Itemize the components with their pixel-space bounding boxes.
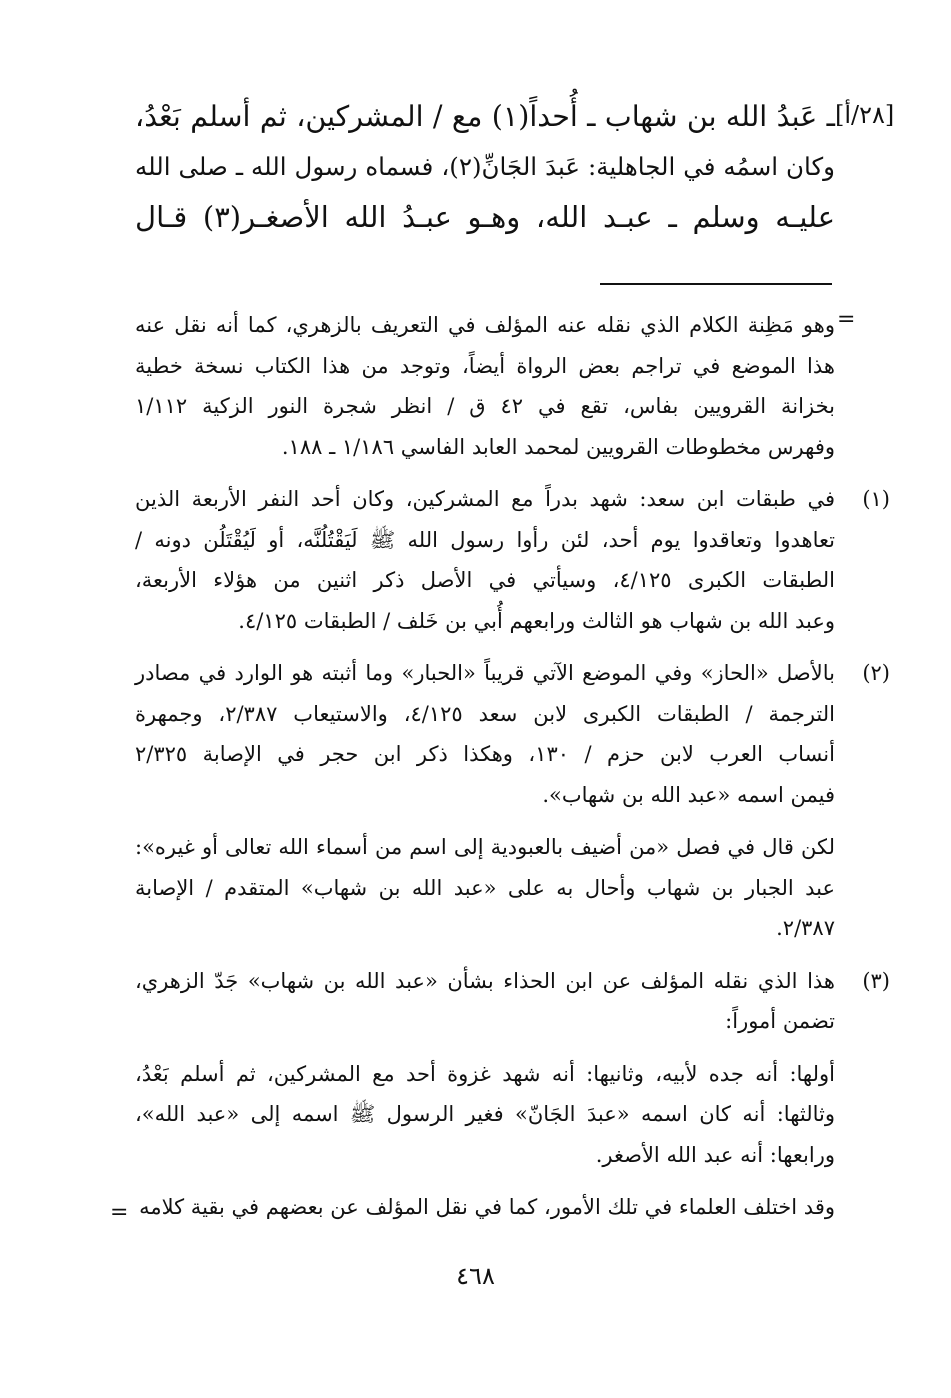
margin-folio-reference: [٢٨/أ] xyxy=(835,101,895,129)
footnote-line: ٢/٣٨٧. xyxy=(776,916,835,940)
footnote-line: هذا الذي نقله المؤلف عن ابن الحذاء بشأن «عبد الله بن شهاب» جَدّ الزهري، xyxy=(135,968,835,993)
footnote-continued xyxy=(135,305,835,467)
footnote-line: هذا الموضع في تراجم بعض الرواة أيضاً، وتوجد من هذا الكتاب نسخة خطية xyxy=(135,353,835,378)
footnote-line: بخزانة القرويين بفاس، تقع في ٤٢ ق / انظر شجرة النور الزكية ١/١١٢ xyxy=(135,394,835,418)
end-continuation-mark: = xyxy=(110,1200,129,1225)
footnote-line: وثالثها: أنه كان اسمه «عبدَ الجَانّ» فغير الرسول ﷺ اسمه إلى «عبد الله»، xyxy=(135,1102,835,1126)
footnote-line: الطبقات الكبرى ٤/١٢٥، وسيأتي في الأصل ذكر اثنين من هؤلاء الأربعة، xyxy=(135,568,835,592)
footnote-line: تعاهدوا وتعاقدوا يوم أحد، لئن رأوا رسول الله ﷺ لَيَقْتُلُنَّه، أو لَيُقْتَلُن دونه / xyxy=(135,527,836,552)
footnote-number: (١) xyxy=(862,487,890,511)
footnote-line: وعبد الله بن شهاب هو الثالث ورابعهم أُبي بن خَلف / الطبقات ٤/١٢٥. xyxy=(238,608,835,633)
footnote-line: وفهرس مخطوطات القرويين لمحمد العابد الفاسي ١/١٨٦ ـ ١٨٨. xyxy=(281,434,835,459)
footnote-line: فيمن اسمه «عبد الله بن شهاب». xyxy=(542,782,835,807)
footnote-line: بالأصل «الحاز» وفي الموضع الآتي قريباً «الحبار» وما أثبته هو الوارد في مصادر xyxy=(135,661,835,685)
footnote-3-continued xyxy=(135,1187,835,1228)
footnote-line: ورابعها: أنه عبد الله الأصغر. xyxy=(595,1142,835,1167)
footnote-number: (٢) xyxy=(862,661,890,685)
main-text-line: وكان اسمُه في الجاهلية: عَبدَ الجَانِّ(٢)، فسماه رسول الله ـ صلى الله xyxy=(135,152,835,181)
continuation-mark: = xyxy=(837,307,856,332)
footnote-line: وهو مَظِنة الكلام الذي نقله عنه المؤلف في التعريف بالزهري، كما أنه نقل عنه xyxy=(135,313,835,337)
footnote-line: عبد الجبار بن شهاب وأحال به على «عبد الله بن شهاب» المتقدم / الإصابة xyxy=(135,875,835,900)
footnote-line: أولها: أنه جده لأبيه، وثانيها: أنه شهد غزوة أحد مع المشركين، ثم أسلم بَعْدُ، xyxy=(135,1061,835,1086)
footnote-line: في طبقات ابن سعد: شهد بدراً مع المشركين، وكان أحد النفر الأربعة الذين xyxy=(135,487,835,511)
main-text-line: عليـه وسلم ـ عبـد الله، وهـو عبـدُ الله الأصغـر(٣) قـال xyxy=(135,200,835,234)
footnote-3 xyxy=(135,961,890,1042)
footnote-line: أنساب العرب لابن حزم / ١٣٠، وهكذا ذكر ابن حجر في الإصابة ٢/٣٢٥ xyxy=(135,742,835,766)
footnotes xyxy=(135,305,890,1228)
footnote-2 xyxy=(135,653,890,815)
footnote-number: (٣) xyxy=(862,968,890,993)
footnote-line: تضمن أموراً: xyxy=(725,1009,835,1033)
footnote-1 xyxy=(135,479,890,641)
footnote-2-continued xyxy=(135,827,835,949)
footnote-line: وقد اختلف العلماء في تلك الأمور، كما في نقل المؤلف عن بعضهم في بقية كلامه xyxy=(139,1195,835,1219)
main-text-line: ـ عَبدُ الله بن شهاب ـ أُحداً(١) مع / المشركين، ثم أسلم بَعْدُ، xyxy=(135,100,835,133)
footnote-line: الترجمة / الطبقات الكبرى لابن سعد ٤/١٢٥، والاستيعاب ٢/٣٨٧، وجمهرة xyxy=(135,701,835,726)
footnote-separator xyxy=(600,283,832,285)
page-number: ٤٦٨ xyxy=(456,1262,495,1290)
footnote-line: لكن قال في فصل «من أضيف بالعبودية إلى اسم من أسماء الله تعالى أو غيره»: xyxy=(135,835,835,859)
footnote-3-points xyxy=(135,1054,835,1176)
main-text xyxy=(135,92,835,242)
